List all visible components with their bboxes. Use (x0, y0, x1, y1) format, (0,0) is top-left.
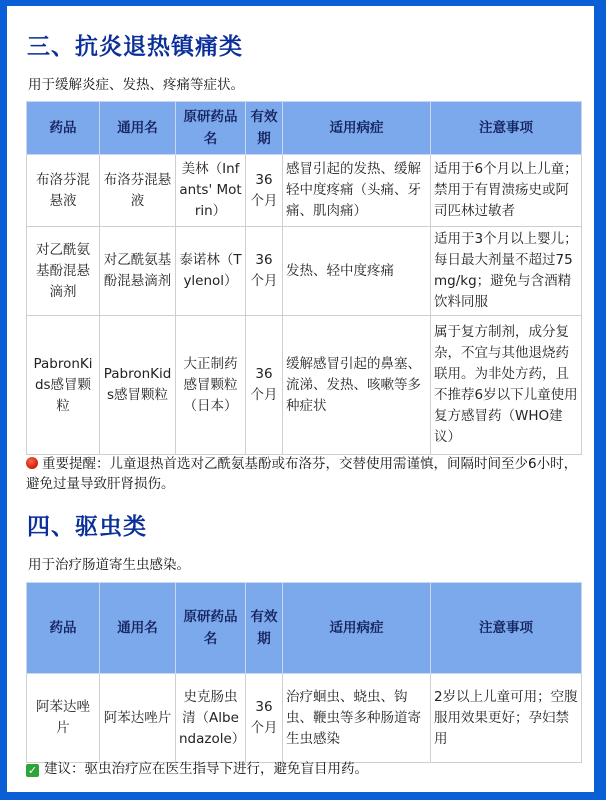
header-expiry: 有效期 (246, 102, 283, 155)
cell-notes: 属于复方制剂，成分复杂，不宜与其他退烧药联用。为非处方药，且不推荐6岁以下儿童使用复方感冒药（WHO建议） (431, 316, 582, 455)
cell-drug: 对乙酰氨基酚混悬滴剂 (27, 227, 100, 316)
cell-indication: 治疗蛔虫、蛲虫、钩虫、鞭虫等多种肠道寄生虫感染 (283, 674, 431, 763)
red-circle-icon (26, 457, 38, 469)
advice-note (26, 759, 581, 779)
warning-text: 重要提醒：儿童退热首选对乙酰氨基酚或布洛芬，交替使用需谨慎，间隔时间至少6小时，避免过量导致肝肾损伤。 (26, 456, 578, 492)
advice-text: 建议：驱虫治疗应在医生指导下进行，避免盲目用药。 (44, 761, 368, 777)
cell-original: 泰诺林（Tylenol） (176, 227, 246, 316)
cell-generic: 布洛芬混悬液 (100, 155, 176, 227)
cell-generic: 对乙酰氨基酚混悬滴剂 (100, 227, 176, 316)
header-generic: 通用名 (100, 583, 176, 674)
green-check-icon: ✓ (27, 764, 38, 777)
table-row (27, 227, 582, 316)
table-header-row (27, 583, 582, 674)
table-row (27, 155, 582, 227)
cell-generic: 阿苯达唑片 (100, 674, 176, 763)
cell-drug: 阿苯达唑片 (27, 674, 100, 763)
header-original: 原研药品名 (176, 583, 246, 674)
cell-indication: 发热、轻中度疼痛 (283, 227, 431, 316)
cell-drug: 布洛芬混悬液 (27, 155, 100, 227)
header-drug: 药品 (27, 583, 100, 674)
cell-original: 史克肠虫清（Albendazole） (176, 674, 246, 763)
cell-expiry: 36个月 (246, 227, 283, 316)
cell-expiry: 36个月 (246, 674, 283, 763)
header-drug: 药品 (27, 102, 100, 155)
cell-expiry: 36个月 (246, 155, 283, 227)
cell-notes: 适用于6个月以上儿童；禁用于有胃溃疡史或阿司匹林过敏者 (431, 155, 582, 227)
section3-table (26, 101, 582, 455)
cell-indication: 感冒引起的发热、缓解轻中度疼痛（头痛、牙痛、肌肉痛） (283, 155, 431, 227)
header-indication: 适用病症 (283, 583, 431, 674)
header-original: 原研药品名 (176, 102, 246, 155)
cell-notes: 适用于3个月以上婴儿；每日最大剂量不超过75mg/kg；避免与含酒精饮料同服 (431, 227, 582, 316)
cell-indication: 缓解感冒引起的鼻塞、流涕、发热、咳嗽等多种症状 (283, 316, 431, 455)
warning-note (26, 454, 581, 494)
cell-expiry: 36个月 (246, 316, 283, 455)
section3-title: 三、抗炎退热镇痛类 (27, 34, 243, 60)
cell-original: 美林（Infants' Motrin） (176, 155, 246, 227)
table-header-row (27, 102, 582, 155)
header-notes: 注意事项 (431, 583, 582, 674)
cell-drug: PabronKids感冒颗粒 (27, 316, 100, 455)
section3-description: 用于缓解炎症、发热、疼痛等症状。 (28, 77, 244, 93)
header-expiry: 有效期 (246, 583, 283, 674)
section4-table (26, 582, 582, 763)
header-notes: 注意事项 (431, 102, 582, 155)
table-row (27, 316, 582, 455)
table-row (27, 674, 582, 763)
cell-generic: PabronKids感冒颗粒 (100, 316, 176, 455)
cell-notes: 2岁以上儿童可用；空腹服用效果更好；孕妇禁用 (431, 674, 582, 763)
header-generic: 通用名 (100, 102, 176, 155)
content-card (7, 6, 594, 792)
cell-original: 大正制药感冒颗粒（日本） (176, 316, 246, 455)
header-indication: 适用病症 (283, 102, 431, 155)
section4-description: 用于治疗肠道寄生虫感染。 (28, 557, 190, 573)
section4-title: 四、驱虫类 (27, 514, 147, 540)
